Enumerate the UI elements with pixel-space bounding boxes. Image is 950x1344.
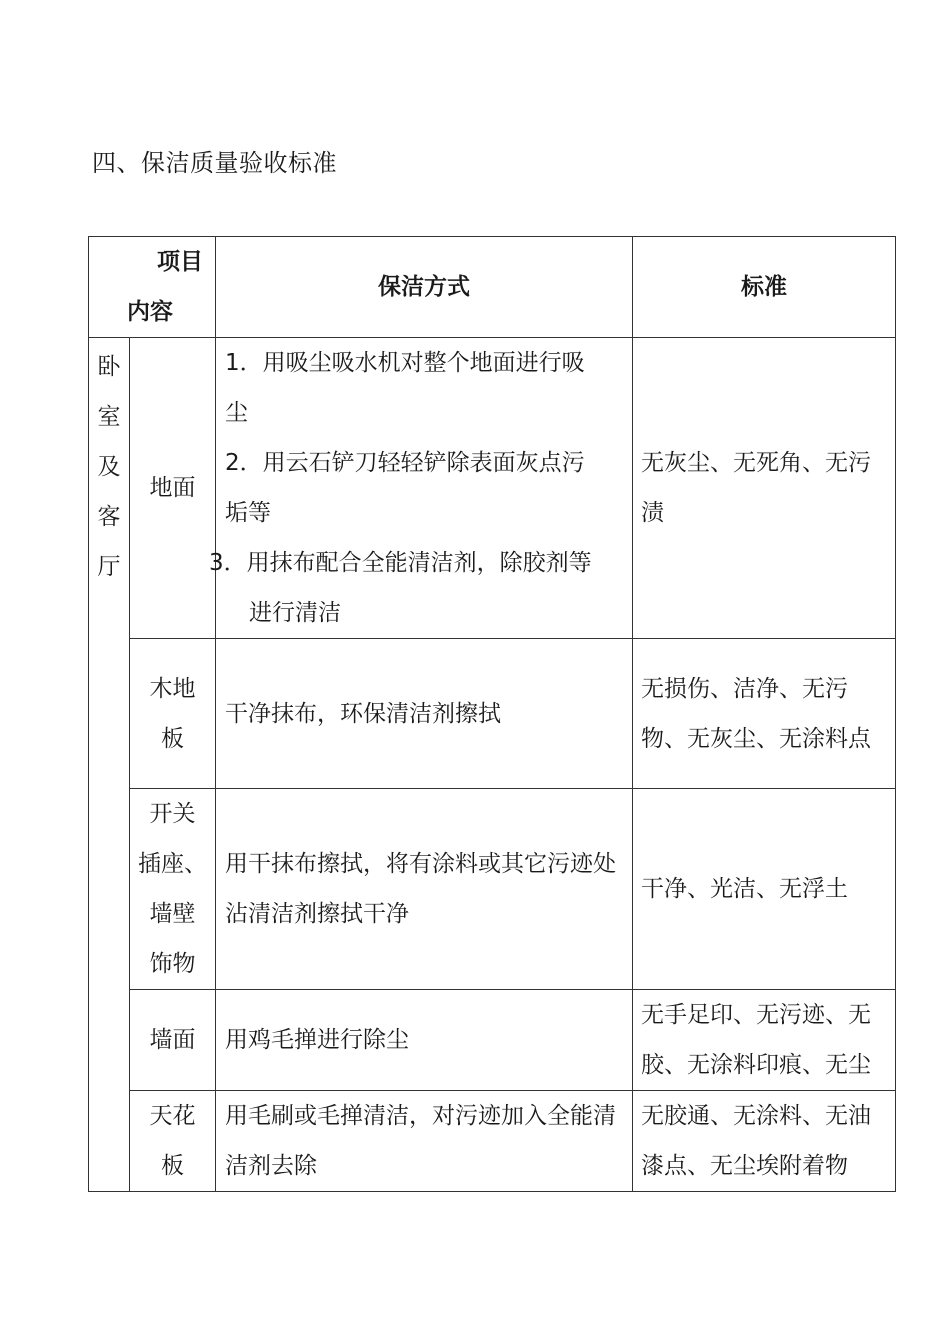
method-step: 尘 [225,400,248,426]
room-char: 厅 [97,554,121,580]
section-title: 四、保洁质量验收标准 [92,149,337,177]
room-char: 卧 [97,354,121,380]
item-label: 开关 [149,801,196,827]
item-label: 天花 [149,1103,196,1129]
item-label: 饰物 [149,951,196,977]
table-header-row [89,237,896,338]
acceptance-standards-table [88,236,896,1192]
method-cell [209,338,633,639]
method-cell: 用鸡毛掸进行除尘 [216,990,633,1091]
standard-cell: 无灰尘、无死角、无污渍 [633,338,896,639]
method-step: 进行清洁 [249,600,341,626]
method-cell: 用毛刷或毛掸清洁，对污迹加入全能清洁剂去除 [216,1091,633,1192]
method-cell: 干净抹布，环保清洁剂擦拭 [216,639,633,789]
item-cell [130,338,216,639]
item-label: 板 [161,725,184,752]
table-row [89,789,896,990]
item-label: 墙面 [149,1027,196,1053]
method-step: 2．用云石铲刀轻轻铲除表面灰点污 [225,450,585,476]
header-item-label: 项目 [157,249,203,275]
method-step: 垢等 [225,500,271,526]
room-char: 室 [97,404,121,430]
item-label: 木地 [149,675,196,702]
item-cell [130,1091,216,1192]
header-content-label: 内容 [127,299,173,325]
standard-cell: 无胶通、无涂料、无油漆点、无尘埃附着物 [633,1091,896,1192]
room-char: 及 [97,454,121,480]
standard-cell: 无手足印、无污迹、无胶、无涂料印痕、无尘 [633,990,896,1091]
header-item-content-cell [89,237,216,338]
table-row [89,338,896,639]
table-row [89,1091,896,1192]
item-cell [130,789,216,990]
method-cell: 用干抹布擦拭，将有涂料或其它污迹处沾清洁剂擦拭干净 [216,789,633,990]
item-cell [130,990,216,1091]
table-row [89,990,896,1091]
standard-cell: 无损伤、洁净、无污物、无灰尘、无涂料点 [633,639,896,789]
room-cell [89,338,130,1192]
item-label: 地面 [149,475,196,501]
item-cell [130,639,216,789]
method-step: 3．用抹布配合全能清洁剂，除胶剂等 [209,550,592,576]
item-label: 板 [161,1153,184,1179]
item-label: 墙壁 [149,901,196,927]
method-step: 1．用吸尘吸水机对整个地面进行吸 [225,350,585,376]
room-char: 客 [97,504,121,530]
standard-cell: 干净、光洁、无浮土 [633,789,896,990]
item-label: 插座、 [138,851,207,877]
header-standard: 标准 [633,237,896,338]
header-method: 保洁方式 [216,237,633,338]
table-row [89,639,896,789]
